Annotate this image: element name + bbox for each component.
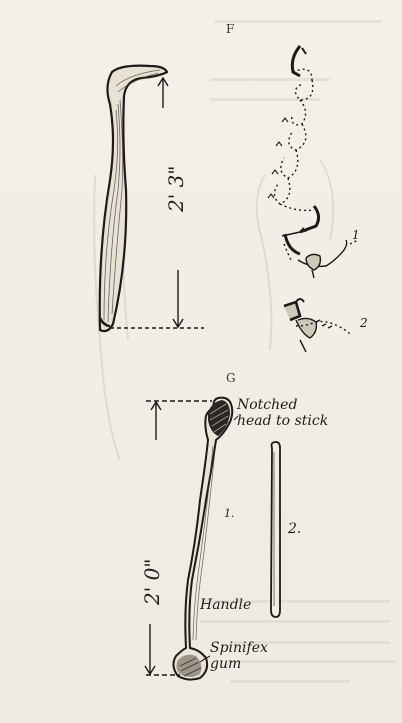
digging-stick-2-illustration [271,442,280,617]
throw-mark-2: 2 [360,316,368,330]
flight-path-tick-marks [268,118,306,232]
notched-head-line-1: Notched [237,397,298,413]
stick-part-number-2: 2. [288,521,302,537]
notched-head-annotation [237,397,328,429]
stick-part-number-1: 1. [224,507,235,520]
handle-annotation: Handle [200,597,252,613]
spinifex-gum-line-1: Spinifex [210,640,268,656]
spinifex-gum-annotation [210,640,268,672]
notched-head-line-2: head to stick [237,413,329,429]
stick-length-label: 2' 0" [140,558,164,605]
boomerang-length-label: 2' 3" [164,165,188,212]
figure-f-label: F [226,22,235,36]
boomerang-flight-path-diagram [274,46,358,278]
boomerang-throw-diagram-2 [284,299,350,352]
digging-stick-1-illustration [173,398,232,680]
stick-measurement-arrow [145,401,212,675]
spinifex-gum-line-2: gum [210,656,242,672]
figure-g-label: G [226,371,236,385]
throw-mark-1: 1 [352,228,360,242]
boomerang-illustration [100,66,167,332]
